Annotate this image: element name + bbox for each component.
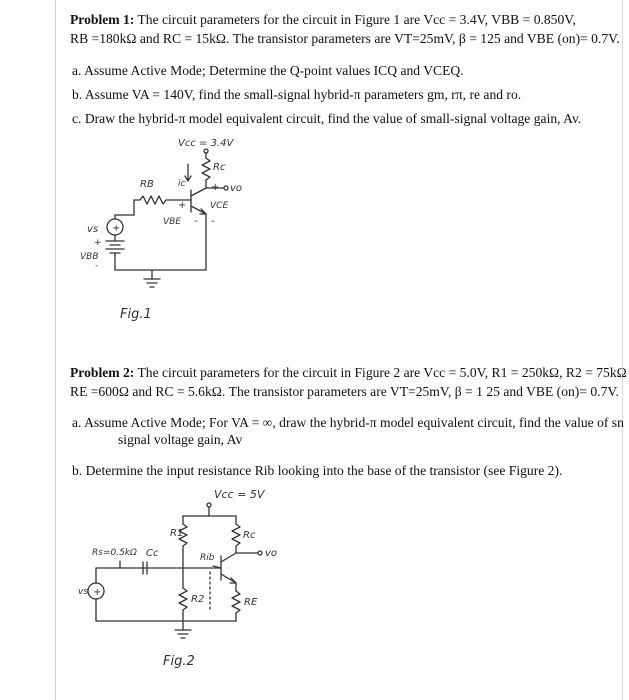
fig2-rc-resistor bbox=[232, 524, 240, 546]
fig1-vbe-plus: + bbox=[178, 200, 187, 211]
problem2-item-a-cont: signal voltage gain, Av bbox=[118, 432, 243, 447]
fig2-rs-label: Rs=0.5kΩ bbox=[92, 548, 137, 558]
problem1-text1: The circuit parameters for the circuit in Figure 1 are Vcc = 3.4V, VBB = 0.850V, bbox=[137, 12, 576, 27]
fig2-rib-label: Rib bbox=[200, 553, 215, 563]
problem1-item-b: b. Assume VA = 140V, find the small-signal hybrid-π parameters gm, rπ, re and ro. bbox=[72, 87, 522, 102]
fig2-vo-label: vo bbox=[265, 548, 278, 559]
fig2-vs-sign: + bbox=[93, 587, 102, 598]
problem1-line2: RB =180kΩ and RC = 15kΩ. The transistor parameters are VT=25mV, β = 125 and VBE (on)= 0.7V. bbox=[70, 31, 620, 46]
fig1-vbb-plus: + bbox=[94, 238, 102, 248]
problem2-heading: Problem 2: bbox=[70, 365, 135, 380]
problem2-text1: The circuit parameters for the circuit in Figure 2 are Vcc = 5.0V, R1 = 250kΩ, R2 = 75kΩ bbox=[137, 365, 627, 380]
fig1-vcc-label: Vcc = 3.4V bbox=[178, 138, 234, 149]
problem1-item-c: c. Draw the hybrid-π model equivalent circuit, find the value of small-signal voltage gain, Av. bbox=[72, 111, 582, 126]
fig2-rc-label: Rc bbox=[243, 530, 256, 541]
problem1-heading: Problem 1: bbox=[70, 12, 135, 27]
fig2-vcc-label: Vcc = 5V bbox=[214, 488, 265, 501]
fig1-vs-sign: + bbox=[112, 223, 121, 234]
fig2-re-label: RE bbox=[244, 597, 258, 608]
fig2-r2-resistor bbox=[179, 588, 187, 610]
fig1-vce-plus: + bbox=[211, 182, 220, 193]
fig1-vo-label: vo bbox=[230, 183, 243, 194]
fig1-vce-minus: - bbox=[211, 216, 215, 227]
fig1-ic-label: ic bbox=[178, 179, 186, 189]
fig1-rb-label: RB bbox=[140, 179, 154, 190]
fig2-vo-node bbox=[258, 551, 262, 555]
problem1-item-a: a. Assume Active Mode; Determine the Q-point values ICQ and VCEQ. bbox=[72, 63, 464, 78]
fig2-cc-label: Cc bbox=[146, 548, 159, 559]
fig1-vbb-minus: - bbox=[95, 261, 99, 271]
fig2-caption: Fig.2 bbox=[163, 654, 195, 669]
fig1-vbe-minus: - bbox=[194, 216, 198, 227]
problem2-item-b: b. Determine the input resistance Rib looking into the base of the transistor (see Figure 2). bbox=[72, 463, 563, 478]
fig2-r1-label: R1 bbox=[170, 528, 184, 539]
fig1-vce-label: VCE bbox=[210, 201, 229, 211]
fig1-vbb-label: VBB bbox=[80, 252, 99, 262]
fig2-r2-label: R2 bbox=[191, 594, 205, 605]
problem2-line2: RE =600Ω and RC = 5.6kΩ. The transistor parameters are VT=25mV, β = 1 25 and VBE (on)= 0.7V. bbox=[70, 384, 619, 399]
fig2-re-resistor bbox=[232, 591, 240, 613]
fig1-vbe-label: VBE bbox=[163, 217, 182, 227]
fig2-vs-label: vs bbox=[78, 587, 89, 597]
problem2-item-a: a. Assume Active Mode; For VA = ∞, draw the hybrid-π model equivalent circuit, find the value of sn bbox=[72, 415, 624, 430]
fig2-bjt-collector bbox=[221, 553, 236, 562]
fig1-caption: Fig.1 bbox=[120, 307, 152, 322]
fig1-rc-label: Rc bbox=[213, 162, 226, 173]
fig1-vs-label: vs bbox=[87, 224, 99, 235]
